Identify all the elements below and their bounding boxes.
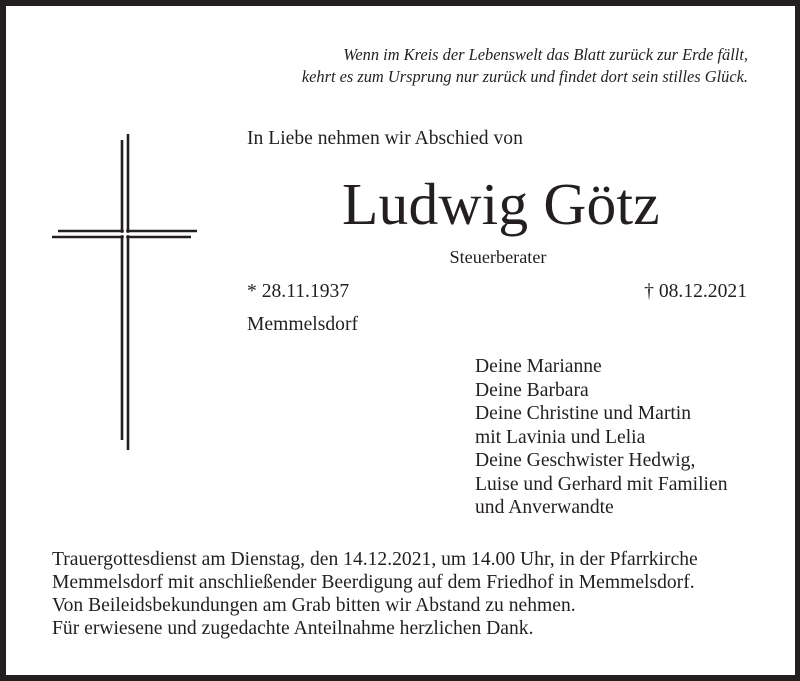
deceased-name: Ludwig Götz: [342, 171, 660, 237]
quote-line: kehrt es zum Ursprung nur zurück und findet dort sein stilles Glück.: [301, 67, 748, 86]
death-date: † 08.12.2021: [644, 281, 747, 302]
family-line: und Anverwandte: [475, 497, 614, 518]
family-line: Deine Barbara: [475, 379, 589, 401]
service-line: Trauergottesdienst am Dienstag, den 14.12.2021, um 14.00 Uhr, in der Pfarrkirche: [52, 549, 698, 570]
family-list: [475, 355, 728, 520]
intro-text: In Liebe nehmen wir Abschied von: [247, 128, 523, 149]
family-line: Luise und Gerhard mit Familien: [475, 473, 728, 495]
family-line: Deine Christine und Martin: [475, 403, 692, 424]
place: Memmelsdorf: [247, 314, 359, 335]
service-info: [52, 548, 698, 640]
service-line: Von Beileidsbekundungen am Grab bitten wir Abstand zu nehmen.: [52, 595, 576, 616]
service-line: Memmelsdorf mit anschließender Beerdigung auf dem Friedhof in Memmelsdorf.: [52, 572, 695, 593]
birth-date: * 28.11.1937: [247, 281, 350, 302]
quote-line: Wenn im Kreis der Lebenswelt das Blatt zurück zur Erde fällt,: [343, 45, 748, 64]
family-line: mit Lavinia und Lelia: [475, 426, 646, 448]
quote: [188, 44, 748, 88]
family-line: Deine Marianne: [475, 356, 602, 377]
service-line: Für erwiesene und zugedachte Anteilnahme herzlichen Dank.: [52, 618, 534, 639]
family-line: Deine Geschwister Hedwig,: [475, 450, 696, 471]
profession: Steuerberater: [449, 247, 547, 267]
